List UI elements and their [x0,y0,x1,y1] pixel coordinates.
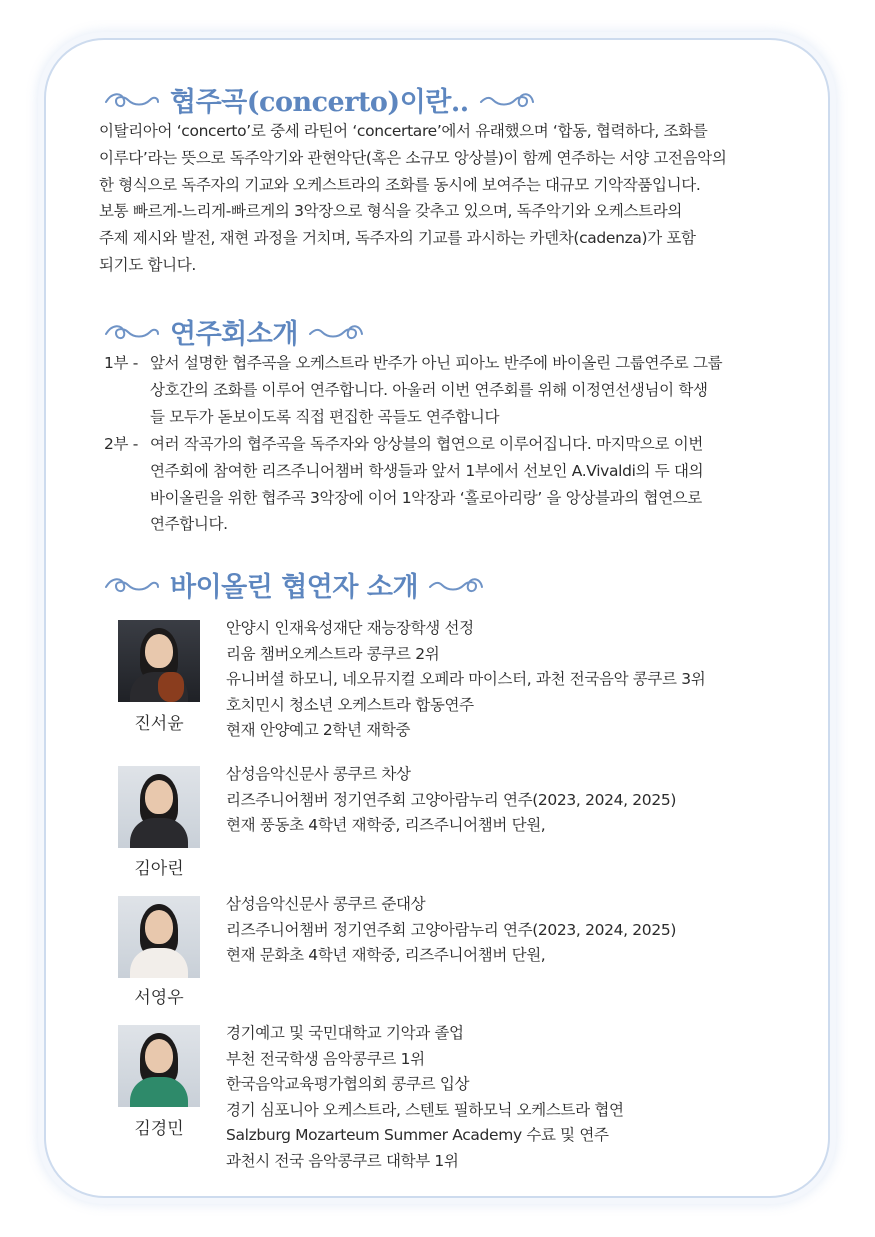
section-title: 바이올린 협연자 소개 [170,572,419,603]
bio-line: 리즈주니어챔버 정기연주회 고양아람누리 연주(2023, 2024, 2025) [226,790,677,809]
concert-part-2 [104,431,804,538]
flourish-ornament-icon [428,575,484,595]
bio-line: 삼성음악신문사 콩쿠르 준대상 [226,895,426,913]
bio-line: 현재 풍동초 4학년 재학중, 리즈주니어챔버 단원, [226,816,546,835]
text-line: 여러 작곡가의 협주곡을 독주자와 앙상블의 협연으로 이루어집니다. 마지막으로 이번 [150,435,704,453]
text-line: 주제 제시와 발전, 재현 과정을 거치며, 독주자의 기교를 과시하는 카덴차(cadenza)가 포함 [99,229,696,248]
bio-line: Salzburg Mozarteum Summer Academy 수료 및 연주 [226,1126,609,1145]
bio-line: 현재 문화초 4학년 재학중, 리즈주니어챔버 단원, [226,946,546,965]
text-line: 이루다’라는 뜻으로 독주악기와 관현악단(혹은 소규모 앙상블)이 함께 연주하는 서양 고전음악의 [99,148,727,167]
bio-line: 현재 안양예고 2학년 재학중 [226,721,411,740]
text-line: 상호간의 조화를 이루어 연주합니다. 아울러 이번 연주회를 위해 이정연선생님이 학생 [150,380,708,399]
flourish-ornament-icon [104,322,160,342]
bio-line: 리즈주니어챔버 정기연주회 고양아람누리 연주(2023, 2024, 2025) [226,920,677,939]
performer-bio [226,762,676,839]
bio-line: 삼성음악신문사 콩쿠르 차상 [226,765,411,783]
section-title: 협주곡(concerto)이란.. [170,87,469,118]
flourish-ornament-icon [104,90,160,110]
text-line: 들 모두가 돋보이도록 직접 편집한 곡들도 연주합니다 [150,407,500,426]
part-label: 1부 - [104,354,138,372]
performer-card [118,620,798,750]
performer-card [118,896,798,1016]
text-line: 바이올린을 위한 협주곡 3악장에 이어 1악장과 ‘홀로아리랑’ 을 앙상블과의 협연으로 [150,488,702,507]
performer-bio [226,1021,624,1175]
concerto-description [99,118,799,279]
performer-name: 진서윤 [134,714,184,734]
bio-line: 부천 전국학생 음악콩쿠르 1위 [226,1049,425,1068]
flourish-ornament-icon [308,322,364,342]
section-heading-concert [104,312,364,351]
text-line: 되기도 합니다. [99,255,196,274]
part-label: 2부 - [104,435,138,453]
bio-line: 한국음악교육평가협의회 콩쿠르 입상 [226,1075,470,1094]
performer-photo [118,896,200,978]
performer-photo [118,620,200,702]
bio-line: 경기 심포니아 오케스트라, 스텐토 필하모닉 오케스트라 협연 [226,1100,624,1119]
text-line: 한 형식으로 독주자의 기교와 오케스트라의 조화를 동시에 보여주는 대규모 기악작품입니다. [99,175,701,194]
section-title: 연주회소개 [170,319,298,350]
section-heading-concerto [104,80,535,119]
performer-name: 김아린 [134,859,184,879]
concert-part-1 [104,350,804,430]
performer-photo [118,1025,200,1107]
bio-line: 유니버셜 하모니, 네오뮤지컬 오페라 마이스터, 과천 전국음악 콩쿠르 3위 [226,670,706,689]
section-heading-performers [104,565,484,604]
text-line: 이탈리아어 ‘concerto’로 중세 라틴어 ‘concertare’에서 유래했으며 ‘합동, 협력하다, 조화를 [99,122,708,140]
performer-card [118,1025,798,1175]
bio-line: 경기예고 및 국민대학교 기악과 졸업 [226,1024,464,1042]
bio-line: 과천시 전국 음악콩쿠르 대학부 1위 [226,1151,459,1170]
performer-name: 김경민 [134,1119,184,1139]
performer-name: 서영우 [134,988,184,1008]
performer-card [118,766,798,886]
text-line: 앞서 설명한 협주곡을 오케스트라 반주가 아닌 피아노 반주에 바이올린 그룹연주로 그룹 [150,354,723,372]
text-line: 보통 빠르게-느리게-빠르게의 3악장으로 형식을 갖추고 있으며, 독주악기와 오케스트라의 [99,202,683,221]
bio-line: 호치민시 청소년 오케스트라 합동연주 [226,695,474,714]
flourish-ornament-icon [479,90,535,110]
text-line: 연주합니다. [150,515,228,534]
performer-photo [118,766,200,848]
performer-bio [226,892,676,969]
bio-line: 안양시 인재육성재단 재능장학생 선정 [226,619,474,637]
performer-bio [226,616,705,744]
text-line: 연주회에 참여한 리즈주니어챔버 학생들과 앞서 1부에서 선보인 A.Vivaldi의 두 대의 [150,461,704,480]
bio-line: 리움 챔버오케스트라 콩쿠르 2위 [226,644,440,663]
flourish-ornament-icon [104,575,160,595]
